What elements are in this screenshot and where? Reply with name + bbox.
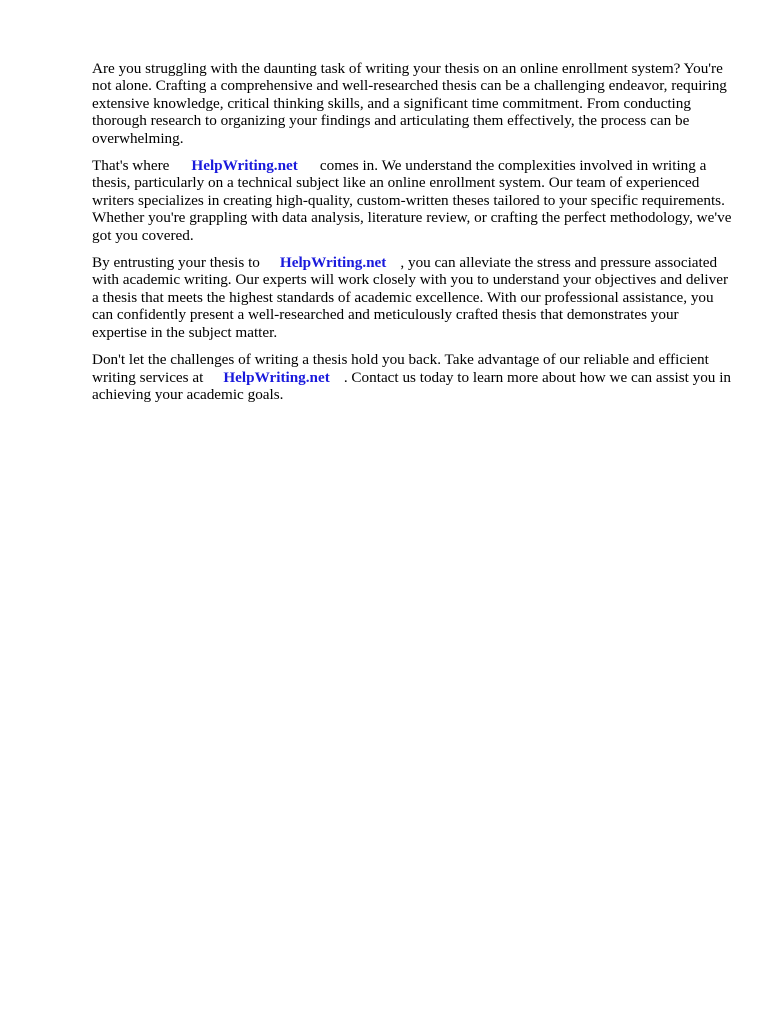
paragraph-text-after-link: . Contact us today to learn more about how we can assist you in achieving your academic goals.	[92, 368, 732, 403]
paragraph-text-before-link: Don't let the challenges of writing a thesis hold you back. Take advantage of our reliable and efficient writing services at	[92, 351, 709, 386]
document-page	[92, 60, 732, 413]
helpwriting-link-2[interactable]: HelpWriting.net	[279, 254, 387, 272]
paragraph-text-before-link: By entrusting your thesis to	[92, 254, 260, 272]
paragraph-intro-text: Are you struggling with the daunting task of writing your thesis on an online enrollment system? You're not alone. Crafting a comprehensive and well-researched thesis can be a challenging endeavor, requiring extensive knowledge, critical thinking skills, and a significant time commitment. From conducting thorough research to organizing your findings and articulating them effectively, the process can be overwhelming.	[92, 60, 727, 147]
paragraph-text-after-link: , you can alleviate the stress and pressure associated with academic writing. Our experts will work closely with you to understand your objectives and deliver a thesis that meets the highest standards of academic excellence. With our professional assistance, you can confidently present a well-researched and meticulously crafted thesis that demonstrates your expertise in the subject matter.	[92, 254, 729, 341]
helpwriting-link-1[interactable]: HelpWriting.net	[191, 157, 298, 175]
paragraph-text-before-link: That's where	[92, 157, 170, 175]
helpwriting-link-3[interactable]: HelpWriting.net	[223, 368, 330, 386]
paragraph-entrusting	[92, 254, 732, 341]
paragraph-closing	[92, 351, 732, 403]
paragraph-intro	[92, 60, 732, 147]
paragraph-text-after-link: comes in. We understand the complexities involved in writing a thesis, particularly on a technical subject like an online enrollment system. Our team of experienced writers specializes in creating high-quality, custom-written theses tailored to your specific requirements. Whether you're grappling with data analysis, literature review, or crafting the perfect methodology, we've got you covered.	[92, 157, 732, 244]
paragraph-helpwriting-intro	[92, 157, 732, 244]
